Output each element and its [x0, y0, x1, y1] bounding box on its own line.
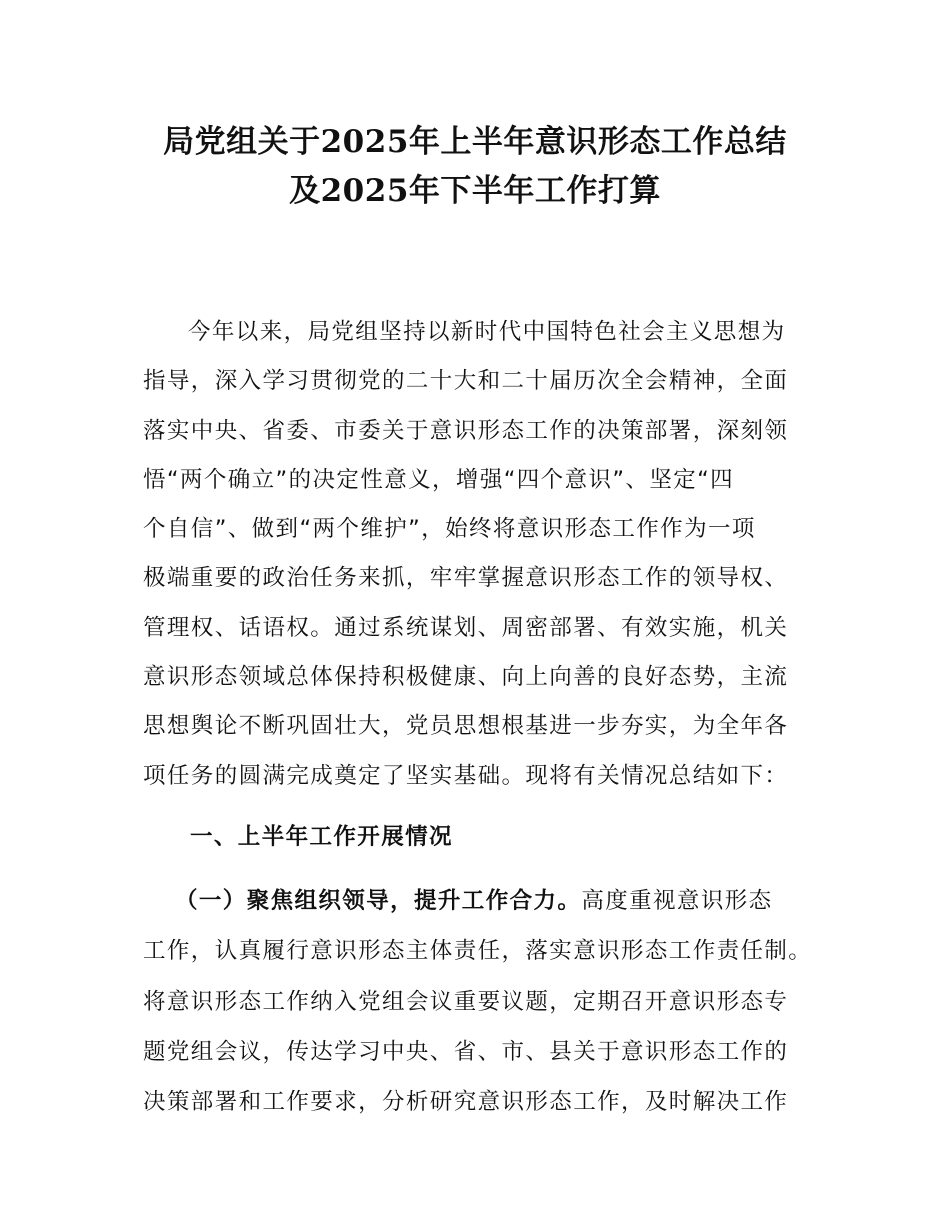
paragraph-line: 极端重要的政治任务来抓，牢牢掌握意识形态工作的领导权、: [143, 565, 789, 592]
paragraph-line: 管理权、话语权。通过系统谋划、周密部署、有效实施，机关: [143, 614, 789, 641]
subsection-lead: （一）聚焦组织领导，提升工作合力。: [175, 888, 582, 914]
paragraph-line: 决策部署和工作要求，分析研究意识形态工作，及时解决工作: [143, 1089, 789, 1116]
title-line-2: 及2025年下半年工作打算: [289, 173, 661, 209]
subsection-paragraph: [143, 876, 815, 1127]
paragraph-line: 今年以来，局党组坚持以新时代中国特色社会主义思想为: [188, 319, 786, 345]
paragraph-line: 个自信”、做到“两个维护”，始终将意识形态工作作为一项: [143, 516, 756, 543]
paragraph-line: 题党组会议，传达学习中央、省、市、县关于意识形态工作的: [143, 1038, 789, 1065]
section-heading: 一、上半年工作开展情况: [190, 824, 453, 850]
paragraph-line: 指导，深入学习贯彻党的二十大和二十届历次全会精神，全面: [143, 368, 789, 395]
title-line-1: 局党组关于2025年上半年意识形态工作总结: [163, 124, 787, 160]
document-title: [60, 118, 890, 216]
paragraph-line: 落实中央、省委、市委关于意识形态工作的决策部署，深刻领: [143, 417, 789, 444]
paragraph-line: 将意识形态工作纳入党组会议重要议题，定期召开意识形态专: [143, 988, 789, 1015]
subsection-first-line: [143, 876, 815, 926]
intro-paragraph: [143, 308, 815, 801]
paragraph-line: 思想舆论不断巩固壮大，党员思想根基进一步夯实，为全年各: [143, 713, 789, 740]
paragraph-line: 悟“两个确立”的决定性意义，增强“四个意识”、坚定“四: [143, 466, 735, 493]
paragraph-line: 意识形态领域总体保持积极健康、向上向善的良好态势，主流: [143, 664, 789, 691]
paragraph-line: 项任务的圆满完成奠定了坚实基础。现将有关情况总结如下：: [143, 762, 789, 789]
paragraph-line: 工作，认真履行意识形态主体责任，落实意识形态工作责任制。: [143, 938, 813, 965]
subsection-first-line-rest: 高度重视意识形态: [581, 888, 773, 914]
